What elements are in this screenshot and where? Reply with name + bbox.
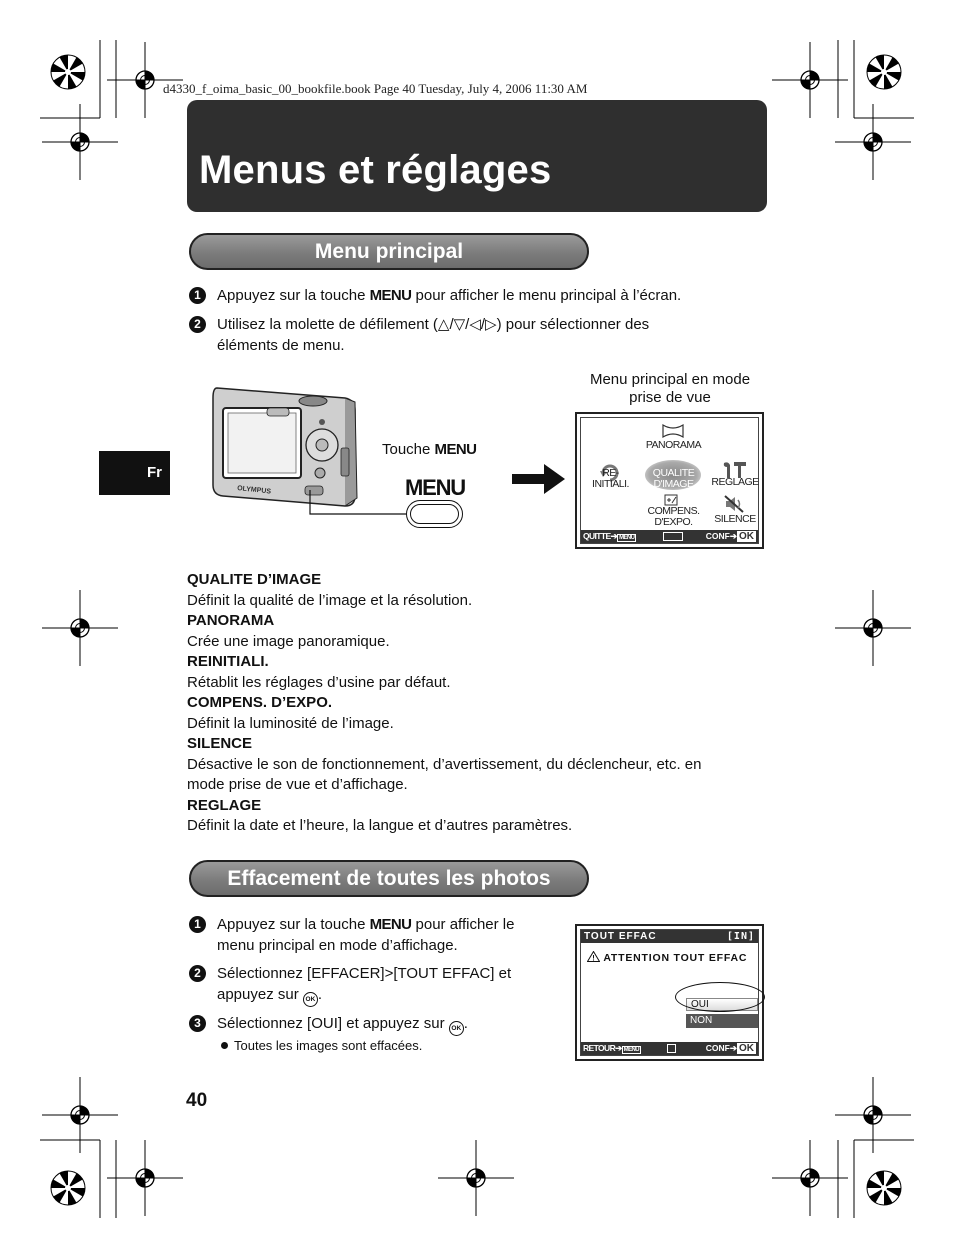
term-reinitiali: REINITIALI. [187, 653, 269, 670]
menu-button-callout-line [300, 480, 420, 530]
step-number-2: 2 [189, 316, 206, 333]
step-number-1: 1 [189, 916, 206, 933]
step-number-1: 1 [189, 287, 206, 304]
menu-item-qualite-image[interactable]: QUALITE D'IMAGE [652, 467, 695, 490]
bullet-note: Toutes les images sont effacées. [221, 1038, 422, 1053]
panorama-icon [661, 423, 685, 439]
erase-screen-status-bar [581, 1042, 758, 1055]
option-oui[interactable]: OUI [686, 998, 758, 1011]
step-number-3: 3 [189, 1015, 206, 1032]
step-1-text: Appuyez sur la touche MENU pour afficher le menu principal à l’écran. [217, 287, 682, 304]
erase-step-3-text: Sélectionnez [OUI] et appuyez sur OK . [217, 1014, 567, 1036]
erase-warning: ATTENTION TOUT EFFAC [587, 951, 747, 964]
section-heading-text: Effacement de toutes les photos [227, 867, 551, 890]
conf-label: CONF➔ OK [705, 531, 754, 542]
erase-screen-title-bar: TOUT EFFAC [IN] [581, 930, 758, 943]
bullet-icon [221, 1042, 228, 1049]
ok-button-icon: OK [303, 992, 318, 1007]
main-menu-screen [575, 412, 764, 549]
menu-descriptions: QUALITE D’IMAGE Définit la qualité de l’image et la résolution. PANORAMA Crée une image panoramique. REINITIALI. Rétablit les réglages d’usine par défaut. COMPENS. D’EXPO. Définit la luminosité de l’image. SILENCE Désactive le son de fonctionnement, d’avertissement, du déclencheur, etc. en mode prise de vue et d’affichage. REGLAGE Définit la date et l’heure, la langue et d’autres paramètres. [187, 570, 767, 837]
term-panorama: PANORAMA [187, 612, 275, 629]
menu-item-compens-expo[interactable]: COMPENS. D'EXPO. [647, 505, 700, 528]
menu-button-caption: MENU [405, 475, 465, 500]
print-header: d4330_f_oima_basic_00_bookfile.book Page 40 Tuesday, July 4, 2006 11:30 AM [163, 81, 588, 96]
scroll-dial-icon [663, 532, 683, 541]
menu-item-silence[interactable]: SILENCE [714, 513, 756, 525]
erase-step-1-text: Appuyez sur la touche MENU pour afficher le menu principal en mode d’affichage. [217, 916, 515, 954]
ok-button-icon: OK [449, 1021, 464, 1036]
menu-button[interactable] [406, 500, 463, 528]
option-non[interactable]: NON [686, 1014, 758, 1028]
camera-brand: OLYMPUS [236, 485, 272, 496]
retour-label: RETOUR➔ MENU [583, 1043, 639, 1053]
conf-label: CONF➔ OK [705, 1043, 754, 1054]
page-number: 40 [186, 1090, 208, 1111]
step-2-text: Utilisez la molette de défilement (△/▽/◁/▷) pour sélectionner des éléments de menu. [217, 316, 650, 354]
title-banner [187, 100, 767, 212]
oui-highlight-circle [675, 982, 765, 1012]
menu-item-reglage[interactable]: REGLAGE [711, 476, 759, 488]
section-heading-effacement [189, 860, 589, 897]
section-heading-text: Menu principal [314, 240, 464, 263]
updown-icon [667, 1044, 676, 1053]
quitte-label: QUITTE➔ MENU [583, 531, 635, 541]
warning-icon [587, 951, 600, 962]
term-compens-expo: COMPENS. D’EXPO. [187, 694, 333, 711]
main-menu-status-bar [581, 530, 758, 543]
term-qualite-image: QUALITE D’IMAGE [187, 571, 322, 588]
erase-step-2-text: Sélectionnez [EFFACER]>[TOUT EFFAC] et appuyez sur OK . [217, 964, 567, 1007]
menu-item-panorama[interactable]: PANORAMA [645, 439, 702, 451]
term-reglage: REGLAGE [187, 796, 262, 814]
step-number-2: 2 [189, 965, 206, 982]
screen-caption: Menu principal en mode prise de vue [589, 371, 751, 406]
memory-indicator: [IN] [726, 931, 755, 942]
section-heading-menu-principal [189, 233, 589, 270]
term-silence: SILENCE [187, 735, 253, 752]
touche-menu-label: Touche MENU [382, 441, 477, 458]
language-tab: Fr [99, 451, 170, 495]
menu-item-reinitiali[interactable]: RE- INITIALI. [592, 467, 629, 490]
right-arrow-icon [512, 462, 566, 496]
page-title: Menus et réglages [199, 148, 552, 192]
silence-icon [723, 494, 747, 514]
menu-key-label: MENU [369, 287, 412, 304]
